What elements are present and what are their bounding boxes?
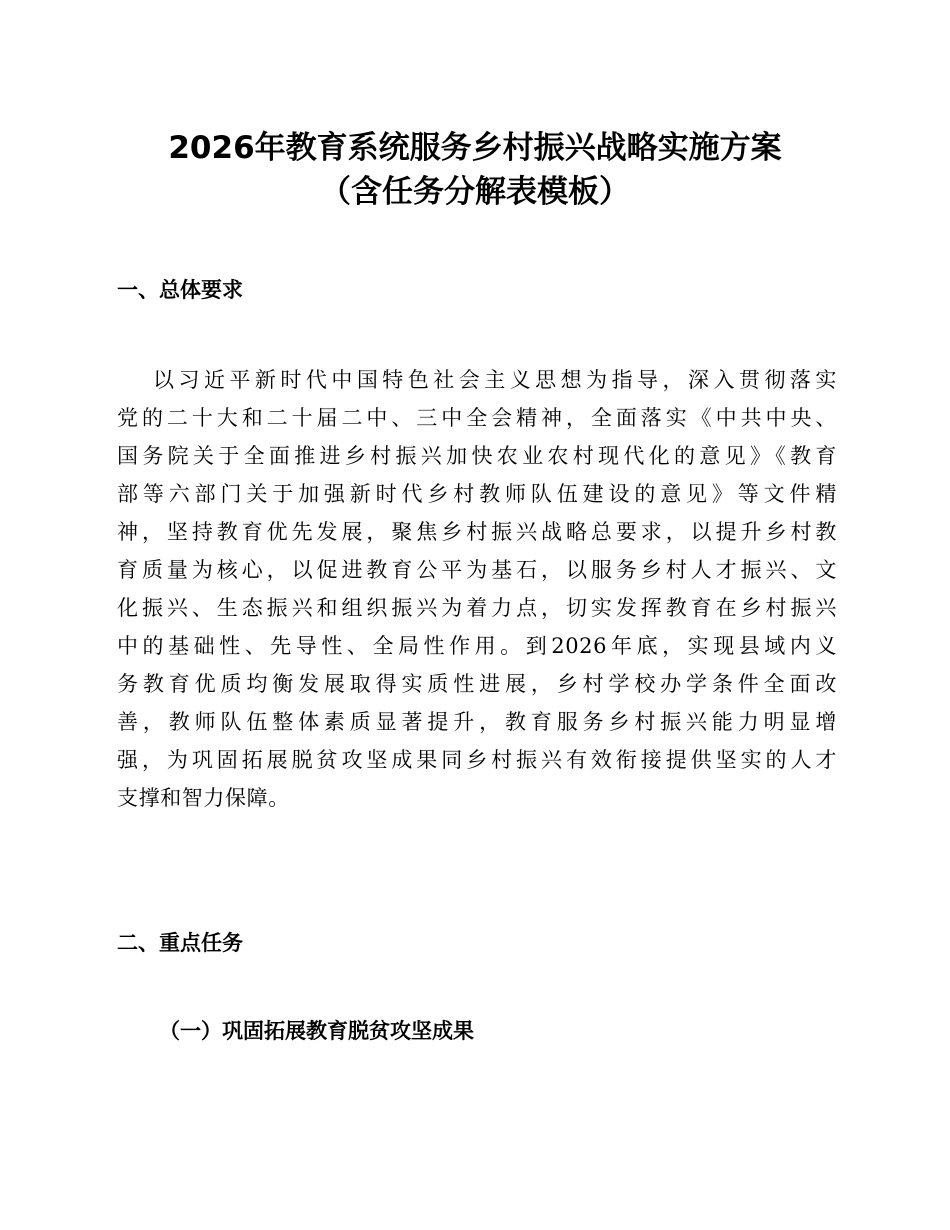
paragraph-line: 党的二十大和二十届二中、三中全会精神，全面落实《中共中央、 [117,406,837,430]
paragraph-line: 神，坚持教育优先发展，聚焦乡村振兴战略总要求，以提升乡村教 [117,520,837,544]
paragraph-line: 国务院关于全面推进乡村振兴加快农业农村现代化的意见》《教育 [117,444,837,468]
subsection-heading-consolidate-results: （一）巩固拓展教育脱贫攻坚成果 [159,1018,474,1043]
paragraph-line: 育质量为核心，以促进教育公平为基石，以服务乡村人才振兴、文 [117,558,837,582]
paragraph-line: 强，为巩固拓展脱贫攻坚成果同乡村振兴有效衔接提供坚实的人才 [117,748,837,772]
section-heading-general-requirements: 一、总体要求 [117,278,243,302]
paragraph-line: 部等六部门关于加强新时代乡村教师队伍建设的意见》等文件精 [117,482,837,506]
section-heading-key-tasks: 二、重点任务 [117,931,243,955]
paragraph-line: 化振兴、生态振兴和组织振兴为着力点，切实发挥教育在乡村振兴 [117,596,837,620]
section-1-paragraph [117,361,837,817]
paragraph-line: 以习近平新时代中国特色社会主义思想为指导，深入贯彻落实 [153,368,837,392]
paragraph-line: 中的基础性、先导性、全局性作用。到2026年底，实现县域内义 [117,634,837,658]
paragraph-line: 务教育优质均衡发展取得实质性进展，乡村学校办学条件全面改 [117,672,837,696]
document-title-line-2: （含任务分解表模板） [320,174,630,210]
paragraph-line: 支撑和智力保障。 [117,786,290,810]
paragraph-line: 善，教师队伍整体素质显著提升，教育服务乡村振兴能力明显增 [117,710,837,734]
document-title-line-1: 2026年教育系统服务乡村振兴战略实施方案 [168,130,782,166]
